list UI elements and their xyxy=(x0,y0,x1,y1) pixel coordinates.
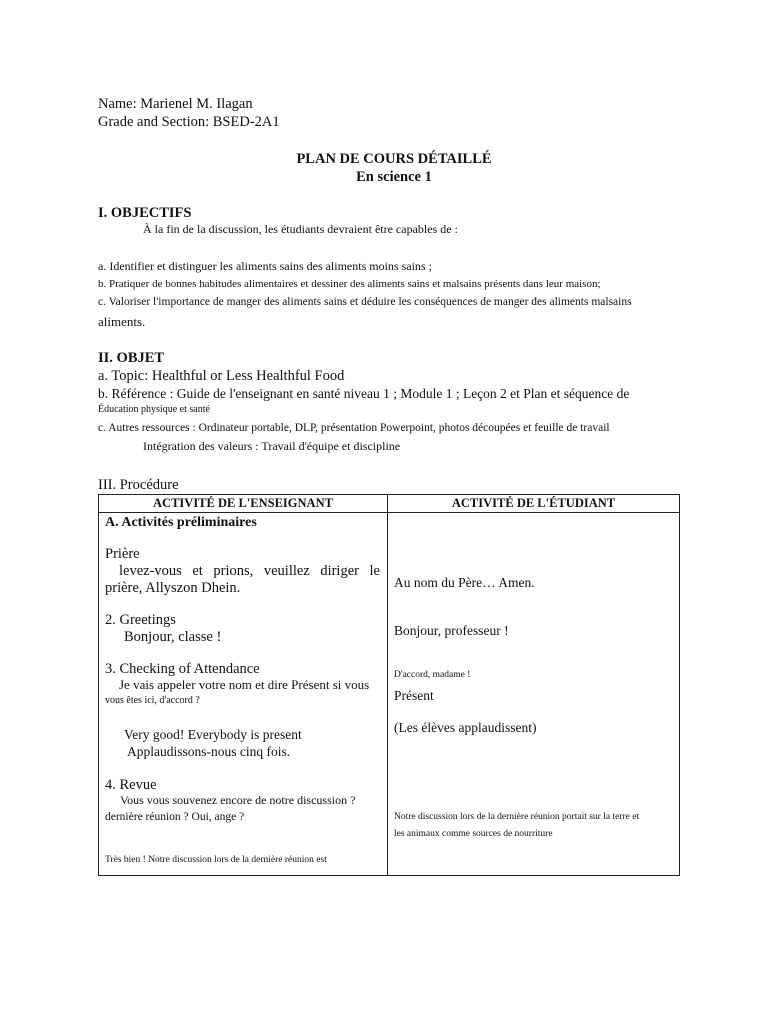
procedure-table xyxy=(98,494,680,876)
objectif-b: b. Pratiquer de bonnes habitudes alimentaires et dessiner des aliments sains et malsains présents dans leur maison; xyxy=(98,278,601,290)
student-amen: Au nom du Père… Amen. xyxy=(394,575,535,590)
teacher-very-good: Very good! Everybody is present xyxy=(124,727,302,742)
objet-topic: a. Topic: Healthful or Less Healthful Food xyxy=(98,368,345,384)
attendance-line2: vous êtes ici, d'accord ? xyxy=(105,695,200,706)
attendance-heading: 3. Checking of Attendance xyxy=(105,661,260,677)
column-header-student: ACTIVITÉ DE L'ÉTUDIANT xyxy=(388,495,680,513)
objectif-a: a. Identifier et distinguer les aliments sains des aliments moins sains ; xyxy=(98,259,432,273)
student-name: Name: Marienel M. Ilagan xyxy=(98,96,253,112)
teacher-greeting: Bonjour, classe ! xyxy=(124,629,222,645)
teacher-tres-bien: Très bien ! Notre discussion lors de la dernière réunion est xyxy=(105,855,327,865)
procedure-heading: III. Procédure xyxy=(98,477,179,493)
teacher-activity-cell xyxy=(99,513,388,876)
grade-section: Grade and Section: BSED-2A1 xyxy=(98,114,280,130)
document-title: PLAN DE COURS DÉTAILLÉ xyxy=(296,151,492,167)
student-present: Présent xyxy=(394,688,434,703)
column-header-teacher: ACTIVITÉ DE L'ENSEIGNANT xyxy=(99,495,388,513)
attendance-line1: Je vais appeler votre nom et dire Présent si vous xyxy=(119,677,370,692)
student-bonjour: Bonjour, professeur ! xyxy=(394,623,509,638)
student-applaud: (Les élèves applaudissent) xyxy=(394,720,537,735)
teacher-priere-heading: Prière xyxy=(105,546,140,562)
objet-ressources: c. Autres ressources : Ordinateur portable, DLP, présentation Powerpoint, photos découpées et feuille de travail xyxy=(98,422,610,434)
teacher-priere-line1: levez-vous et prions, veuillez diriger le xyxy=(119,563,380,579)
objectifs-heading: I. OBJECTIFS xyxy=(98,205,192,221)
preliminary-activities-heading: A. Activités préliminaires xyxy=(105,515,257,530)
objectif-c-cont: aliments. xyxy=(98,314,146,329)
student-activity-cell xyxy=(388,513,680,876)
revue-line1: Vous vous souvenez encore de notre discussion ? xyxy=(120,793,356,807)
revue-heading: 4. Revue xyxy=(105,777,157,793)
revue-line2: dernière réunion ? Oui, ange ? xyxy=(105,811,245,823)
objectif-c: c. Valoriser l'importance de manger des aliments sains et déduire les conséquences de manger des aliments malsains xyxy=(98,296,632,308)
greetings-heading: 2. Greetings xyxy=(105,612,176,628)
objet-reference-cont: Éducation physique et santé xyxy=(98,404,210,415)
objet-heading: II. OBJET xyxy=(98,350,165,366)
teacher-priere-line2: prière, Allyszon Dhein. xyxy=(105,580,241,596)
student-daccord: D'accord, madame ! xyxy=(394,670,471,680)
student-revue-line2: les animaux comme sources de nourriture xyxy=(394,829,553,839)
objectifs-intro: À la fin de la discussion, les étudiants devraient être capables de : xyxy=(143,222,458,236)
teacher-applaud: Applaudissons-nous cinq fois. xyxy=(127,744,291,759)
objet-valeurs: Intégration des valeurs : Travail d'équipe et discipline xyxy=(143,439,401,453)
student-revue-line1: Notre discussion lors de la dernière réunion portait sur la terre et xyxy=(394,812,640,822)
objet-reference: b. Référence : Guide de l'enseignant en santé niveau 1 ; Module 1 ; Leçon 2 et Plan et séquence de xyxy=(98,386,630,401)
document-subtitle: En science 1 xyxy=(356,169,432,185)
